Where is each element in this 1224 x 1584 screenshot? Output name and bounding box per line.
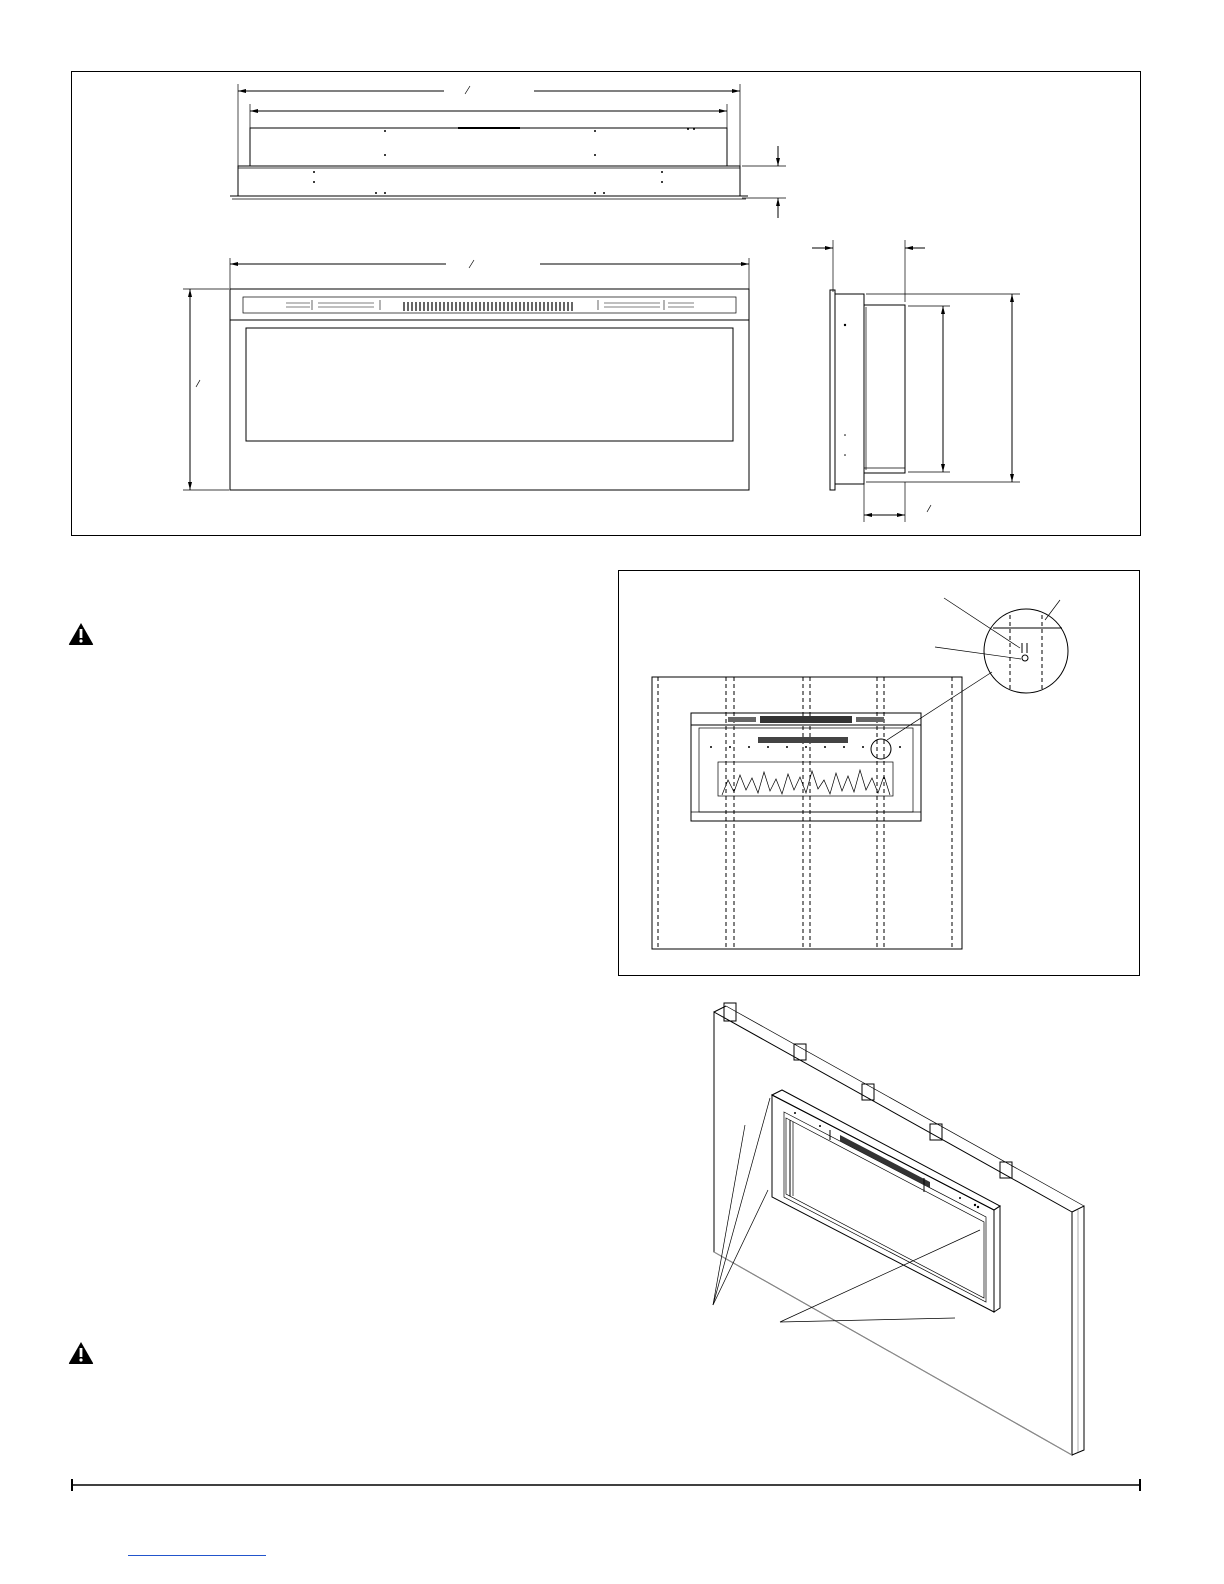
front-view: [183, 258, 749, 490]
footer-link-underline[interactable]: [128, 1555, 266, 1556]
warning-icon: [68, 622, 94, 646]
dimension-drawing-frame: [71, 71, 1141, 536]
wall-installation-isometric: [700, 995, 1090, 1460]
dimension-drawing: [71, 71, 1141, 536]
stud-mounting-detail: [618, 570, 1140, 976]
warning-icon: [68, 1341, 94, 1365]
stud-detail-frame: [618, 570, 1140, 976]
top-view: [230, 84, 786, 218]
footer-rule: [71, 1478, 1141, 1492]
side-view: [812, 240, 1020, 522]
wall-install-figure: [700, 995, 1090, 1460]
